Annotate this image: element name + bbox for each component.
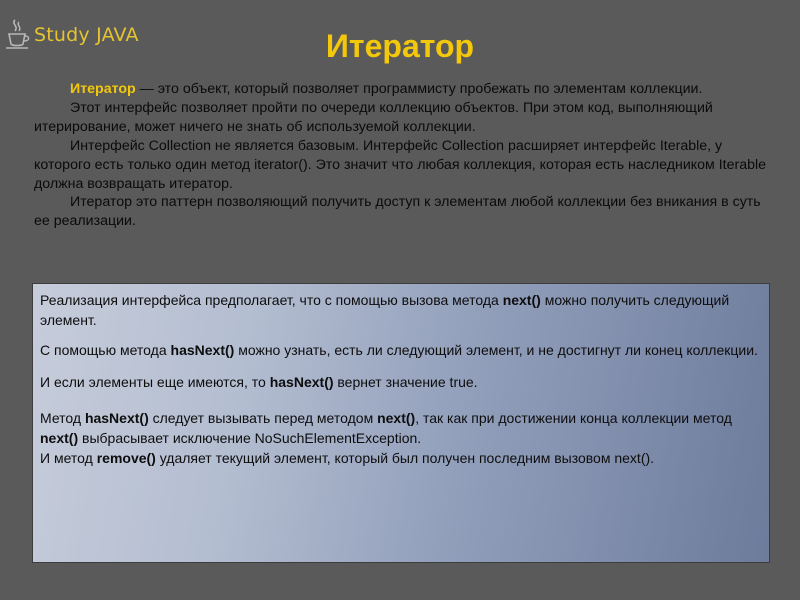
hasnext-method-code: hasNext() bbox=[170, 342, 235, 358]
box-text: И метод bbox=[40, 450, 97, 466]
box-paragraph-1 bbox=[40, 290, 761, 330]
page-title: Итератор bbox=[325, 28, 475, 64]
info-box bbox=[32, 283, 770, 563]
box-text: следует вызывать перед методом bbox=[148, 410, 378, 426]
hasnext-method-code: hasNext() bbox=[84, 410, 149, 426]
remove-method-code: remove() bbox=[96, 450, 156, 466]
box-text: И если элементы еще имеются, то bbox=[40, 374, 270, 390]
box-text: удаляет текущий элемент, который был получен последним вызовом next(). bbox=[155, 450, 655, 466]
intro-paragraph-3: Интерфейс Collection не является базовым. Интерфейс Collection расширяет интерфейс Iterable, у которого есть только один метод iterator(). Это значит что любая коллекция, которая есть наследником Iterable должна возвращать итератор. bbox=[34, 137, 767, 192]
iterator-term: Итератор bbox=[70, 81, 136, 97]
intro-paragraph-1 bbox=[34, 80, 774, 99]
hasnext-method-code: hasNext() bbox=[269, 374, 334, 390]
box-text: Метод bbox=[40, 410, 85, 426]
box-text: вернет значение true. bbox=[333, 374, 478, 390]
logo-text: Study JAVA bbox=[34, 24, 139, 46]
box-paragraph-5 bbox=[40, 448, 761, 468]
box-paragraph-2 bbox=[40, 340, 761, 360]
intro-paragraph-2: Этот интерфейс позволяет пройти по очереди коллекцию объектов. При этом код, выполняющий итерирование, может ничего не знать об используемой коллекции. bbox=[34, 99, 713, 135]
box-text: С помощью метода bbox=[40, 342, 171, 358]
box-text: , так как при достижении конца коллекции метод bbox=[415, 410, 732, 426]
box-paragraph-4 bbox=[40, 408, 761, 448]
next-method-code: next() bbox=[377, 410, 416, 426]
box-paragraph-3 bbox=[40, 372, 761, 392]
box-text: можно узнать, есть ли следующий элемент, и не достигнут ли конец коллекции. bbox=[234, 342, 758, 358]
intro-text bbox=[34, 80, 774, 231]
intro-p1-text: — это объект, который позволяет программисту пробежать по элементам коллекции. bbox=[135, 81, 703, 97]
intro-paragraph-4: Итератор это паттерн позволяющий получить доступ к элементам любой коллекции без вникания в суть ее реализации. bbox=[34, 194, 761, 230]
next-method-code: next() bbox=[40, 430, 79, 446]
box-text: выбрасывает исключение NoSuchElementException. bbox=[78, 430, 422, 446]
box-text: можно получить следующий элемент. bbox=[40, 292, 730, 328]
box-text: Реализация интерфейса предполагает, что с помощью вызова метода bbox=[40, 292, 503, 308]
next-method-code: next() bbox=[502, 292, 541, 308]
